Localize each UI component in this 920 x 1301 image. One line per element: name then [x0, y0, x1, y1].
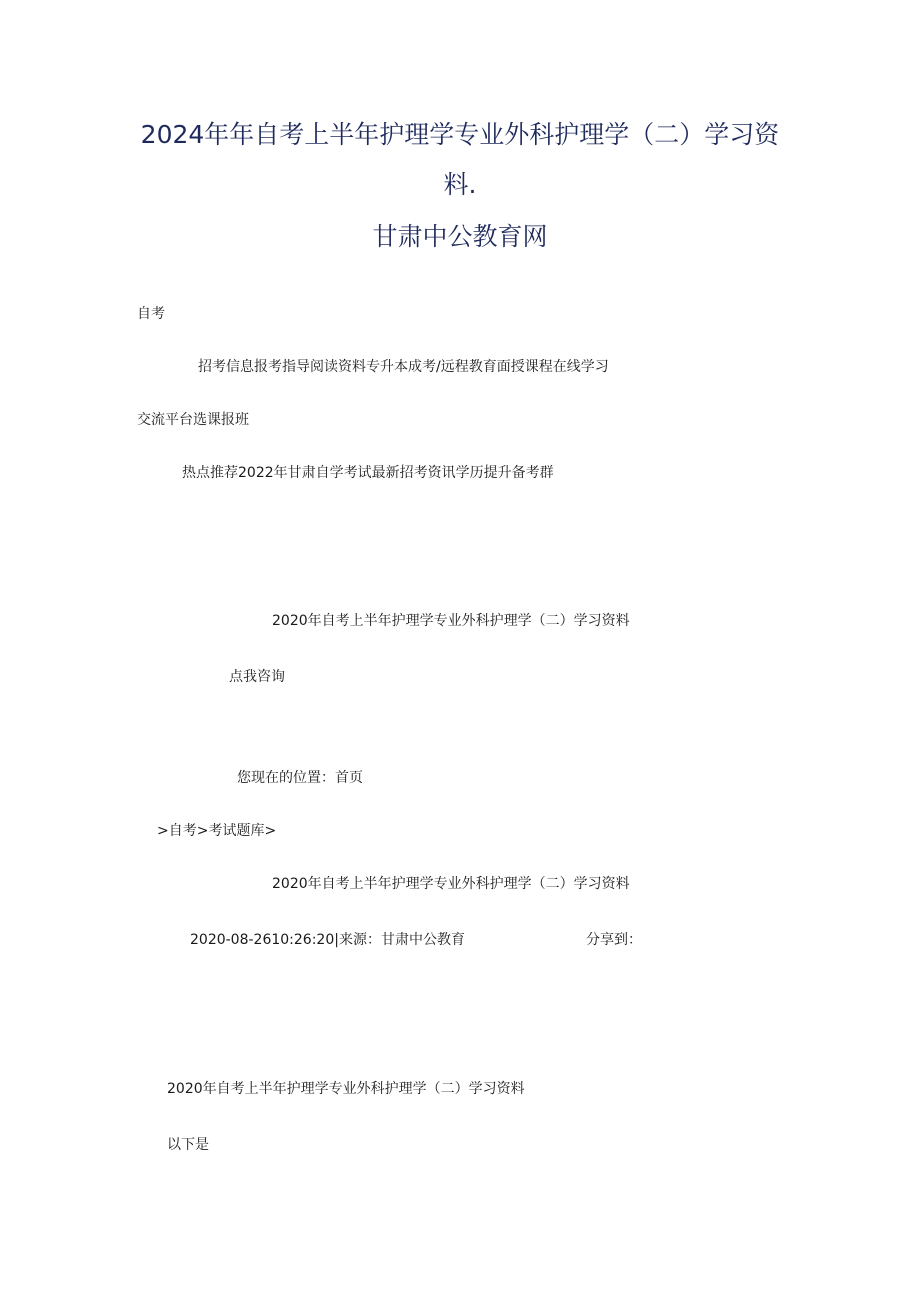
nav-category-link[interactable]: 自考: [137, 306, 165, 322]
article-title: 2020年自考上半年护理学专业外科护理学（二）学习资料: [272, 876, 630, 892]
nav-links-continued[interactable]: 交流平台选课报班: [137, 412, 249, 428]
location-label: 您现在的位置：首页: [237, 770, 363, 786]
document-title-line-3: 甘肃中公教育网: [372, 222, 548, 251]
hot-recommend-link[interactable]: 热点推荐2022年甘肃自学考试最新招考资讯学历提升备考群: [182, 465, 554, 481]
body-start-text: 以下是: [167, 1137, 209, 1153]
nav-links[interactable]: 招考信息报考指导阅读资料专升本成考/远程教育面授课程在线学习: [198, 359, 609, 375]
share-label[interactable]: 分享到：: [586, 932, 642, 948]
document-title-line-2: 料.: [443, 170, 477, 199]
article-meta: 2020-08-2610:26:20|来源：甘肃中公教育: [190, 932, 465, 948]
article-heading: 2020年自考上半年护理学专业外科护理学（二）学习资料: [272, 613, 630, 629]
consult-link[interactable]: 点我咨询: [229, 669, 285, 685]
document-title-line-1: 2024年年自考上半年护理学专业外科护理学（二）学习资: [140, 120, 780, 149]
body-title: 2020年自考上半年护理学专业外科护理学（二）学习资料: [167, 1081, 525, 1097]
breadcrumb[interactable]: >自考>考试题库>: [157, 823, 277, 839]
